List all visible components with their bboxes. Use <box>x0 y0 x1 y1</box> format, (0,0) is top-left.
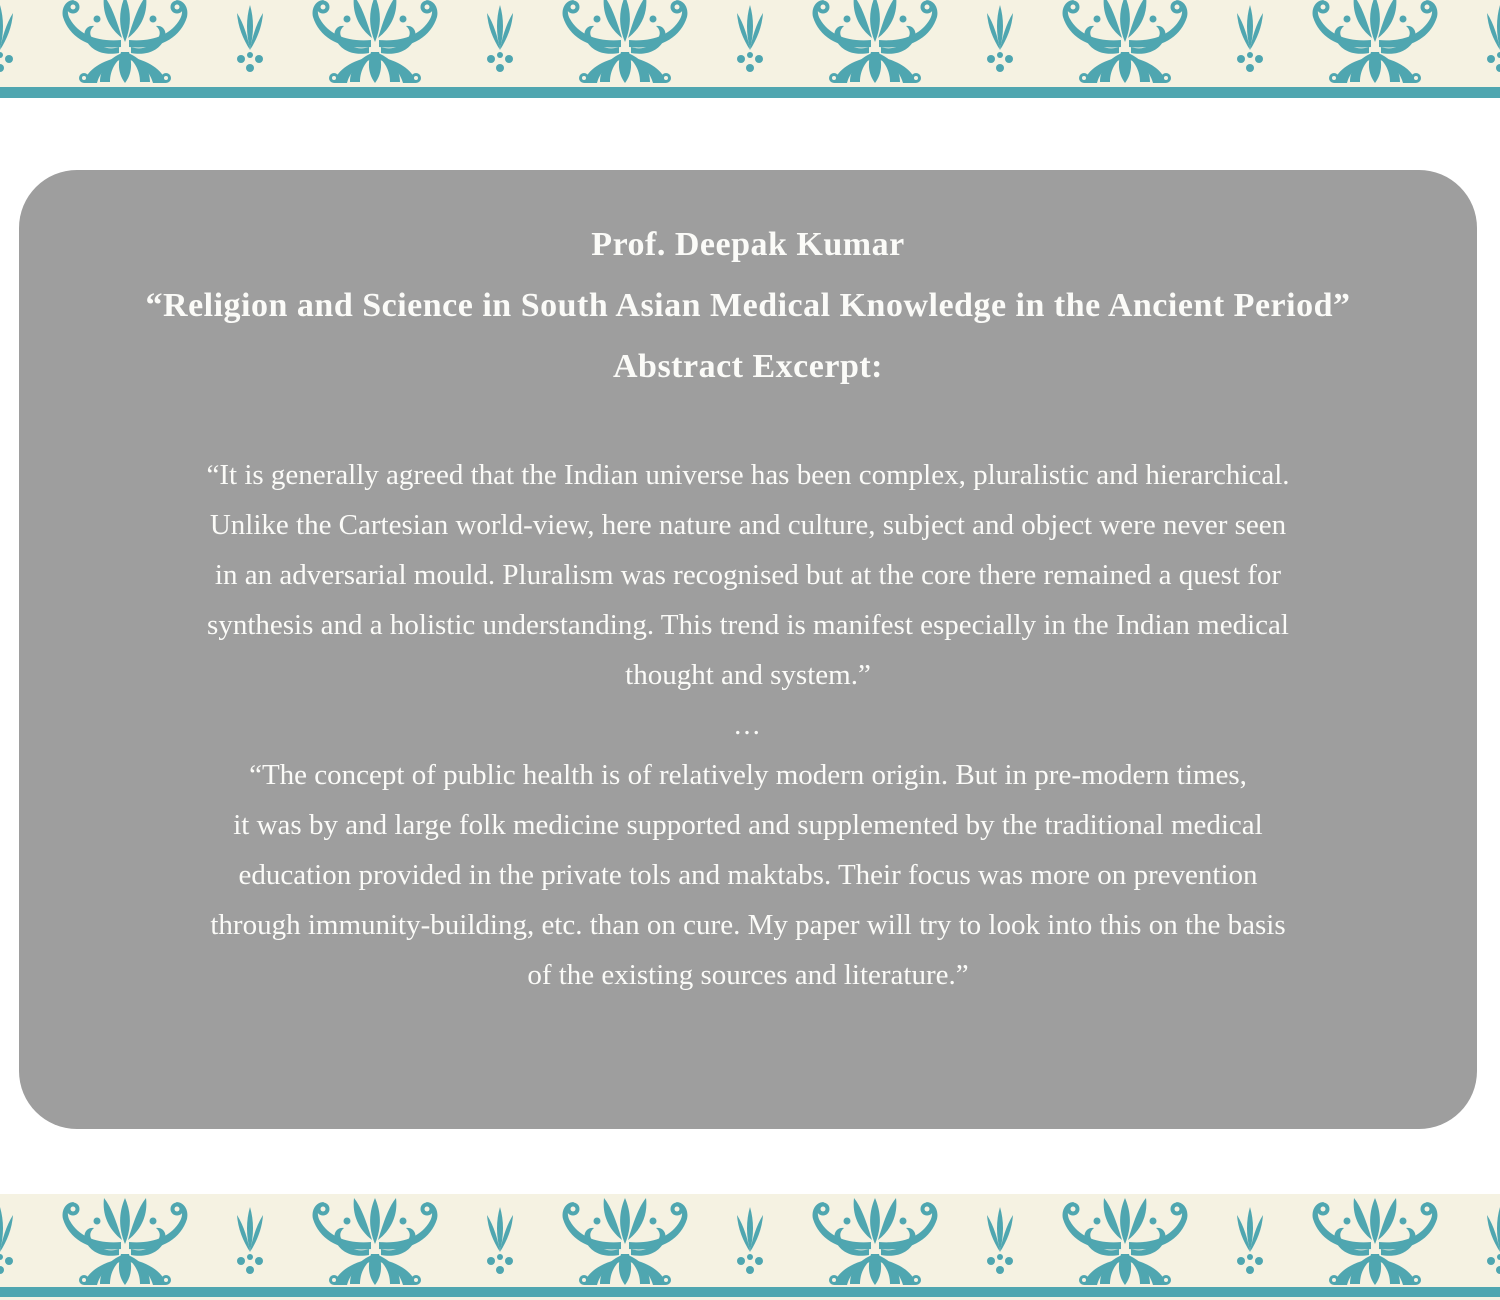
ellipsis-separator: ... <box>734 709 762 741</box>
excerpt-1 <box>39 450 1457 700</box>
excerpt-line: it was by and large folk medicine supported and supplemented by the traditional medical <box>233 809 1263 841</box>
damask-border-bottom <box>0 1194 1500 1300</box>
excerpt-line: thought and system.” <box>625 659 871 691</box>
excerpt-line: synthesis and a holistic understanding. This trend is manifest especially in the Indian medical <box>207 609 1289 641</box>
speaker-name: Prof. Deepak Kumar <box>591 226 905 263</box>
talk-title: “Religion and Science in South Asian Medical Knowledge in the Ancient Period” <box>145 287 1351 324</box>
excerpt-line: through immunity-building, etc. than on cure. My paper will try to look into this on the basis <box>210 909 1286 941</box>
excerpt-2 <box>39 750 1457 1000</box>
damask-pattern-top-icon <box>0 0 1500 98</box>
section-label: Abstract Excerpt: <box>612 348 884 385</box>
excerpt-line: “It is generally agreed that the Indian universe has been complex, pluralistic and hierarchical. <box>206 459 1290 491</box>
excerpt-line: “The concept of public health is of relatively modern origin. But in pre-modern times, <box>249 759 1247 791</box>
excerpt-line: Unlike the Cartesian world-view, here nature and culture, subject and object were never seen <box>209 509 1287 541</box>
excerpt-line: in an adversarial mould. Pluralism was recognised but at the core there remained a quest for <box>214 559 1282 591</box>
damask-border-top <box>0 0 1500 98</box>
excerpt-line: education provided in the private tols and maktabs. Their focus was more on prevention <box>238 859 1258 891</box>
damask-pattern-bottom-icon <box>0 1194 1500 1300</box>
excerpt-line: of the existing sources and literature.” <box>527 959 969 991</box>
abstract-card <box>19 170 1477 1129</box>
